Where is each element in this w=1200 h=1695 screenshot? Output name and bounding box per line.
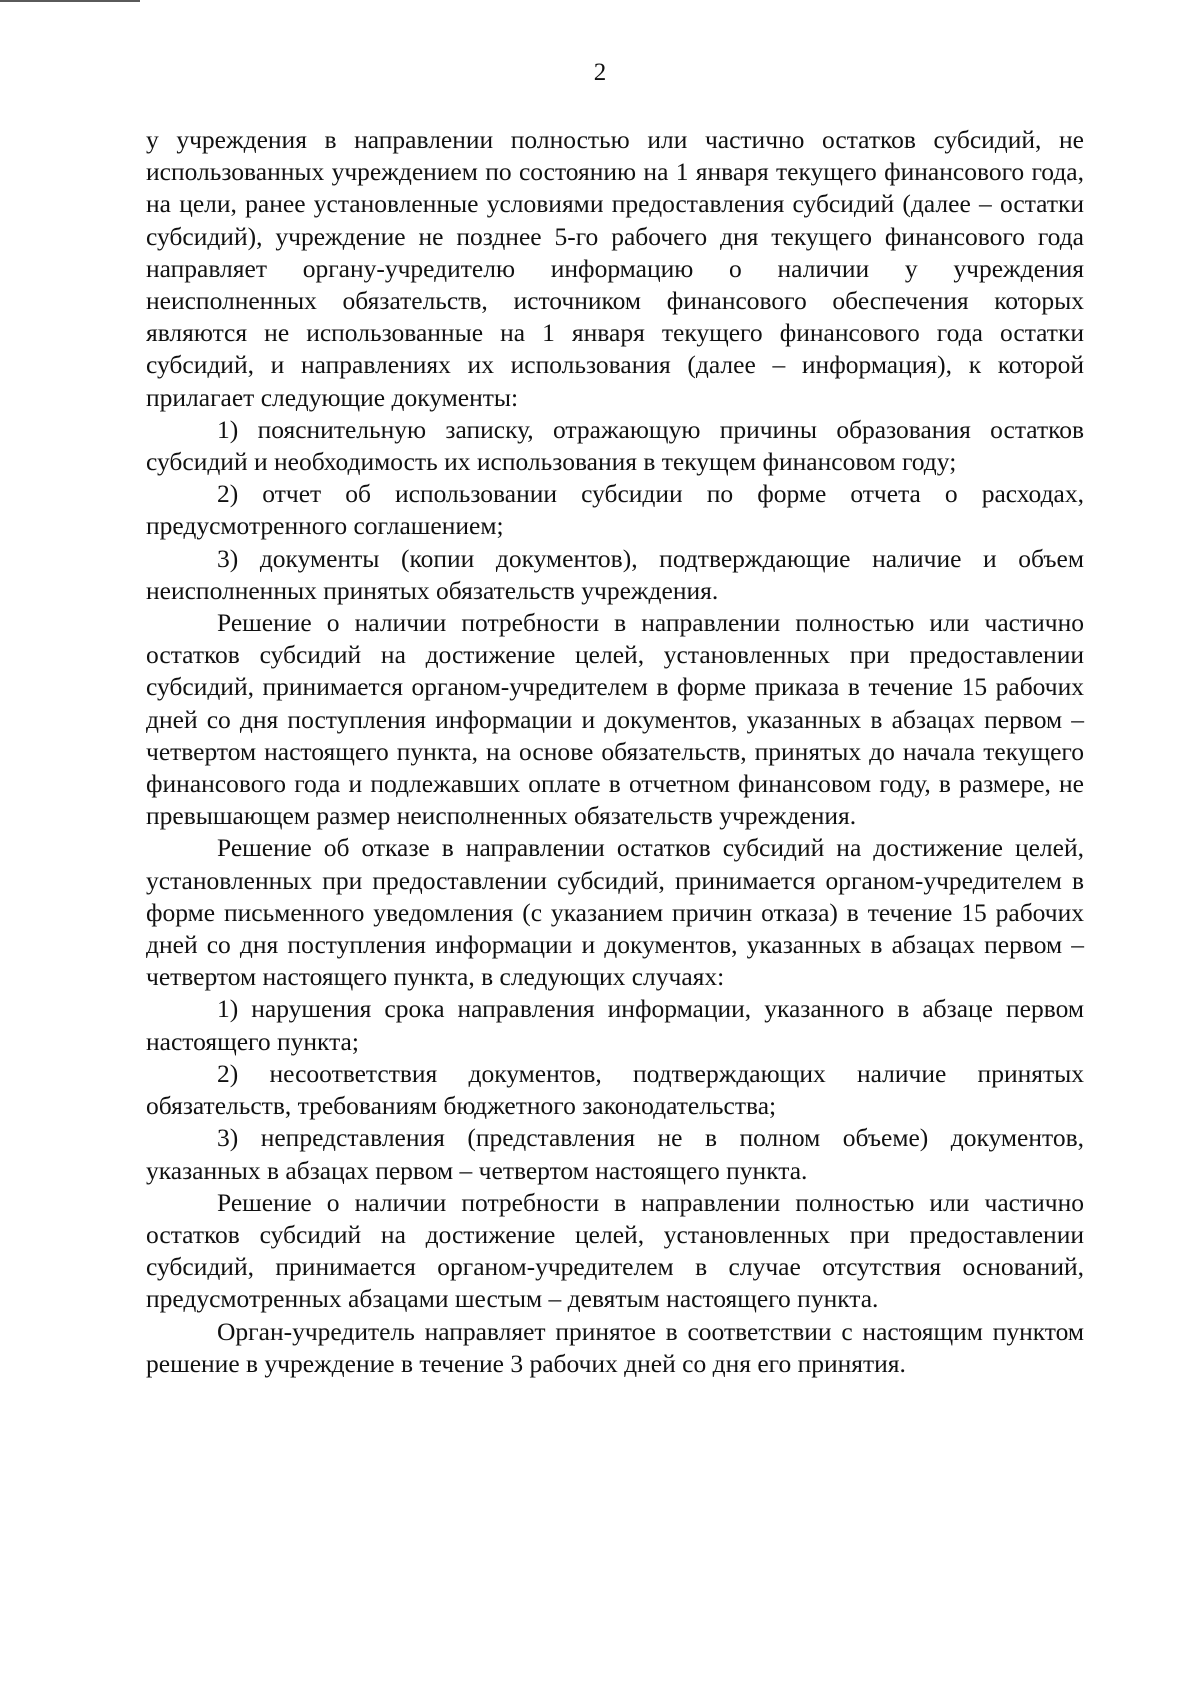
list-item-usage-report: 2) отчет об использовании субсидии по форме отчета о расходах, предусмотренного соглашением;: [146, 479, 1084, 541]
paragraph-continuation: у учреждения в направлении полностью или частично остатков субсидий, не использованных учреждением по состоянию на 1 января текущего финансового года, на цели, ранее установленные условиями предоставления субсидий (далее – остатки субсидий), учреждение не позднее 5-го рабочего дня текущего финансового года направляет органу-учредителю информацию о наличии у учреждения неисполненных обязательств, источником финансового обеспечения которых являются не использованные на 1 января текущего финансового года остатки субсидий, и направлениях их использования (далее – информация), к которой прилагает следующие документы:: [146, 125, 1084, 412]
list-item-supporting-documents: 3) документы (копии документов), подтверждающие наличие и объем неисполненных принятых обязательств учреждения.: [146, 543, 1084, 605]
list-item-deadline-violation: 1) нарушения срока направления информации, указанного в абзаце первом настоящего пункта;: [146, 994, 1084, 1056]
page-number: 2: [593, 59, 607, 86]
document-body: [146, 124, 1084, 1380]
paragraph-decision-approval: Решение о наличии потребности в направлении полностью или частично остатков субсидий на достижение целей, установленных при предоставлении субсидий, принимается органом-учредителем в форме приказа в течение 15 рабочих дней со дня поступления информации и документов, указанных в абзацах первом – четвертом настоящего пункта, на основе обязательств, принятых до начала текущего финансового года и подлежавших оплате в отчетном финансовом году, в размере, не превышающем размер неисполненных обязательств учреждения.: [146, 608, 1084, 831]
list-item-nonconformity: 2) несоответствия документов, подтверждающих наличие принятых обязательств, требованиям бюджетного законодательства;: [146, 1058, 1084, 1121]
list-item-nonsubmission: 3) непредставления (представления не в полном объеме) документов, указанных в абзацах первом – четвертом настоящего пункта.: [146, 1123, 1084, 1185]
paragraph-notification: Орган-учредитель направляет принятое в соответствии с настоящим пунктом решение в учреждение в течение 3 рабочих дней со дня его принятия.: [146, 1316, 1084, 1378]
scan-edge-line: [0, 0, 140, 2]
paragraph-decision-refusal: Решение об отказе в направлении остатков субсидий на достижение целей, установленных при предоставлении субсидий, принимается органом-учредителем в форме письменного уведомления (с указанием причин отказа) в течение 15 рабочих дней со дня поступления информации и документов, указанных в абзацах первом – четвертом настоящего пункта, в следующих случаях:: [146, 833, 1084, 992]
paragraph-decision-absence-of-grounds: Решение о наличии потребности в направлении полностью или частично остатков субсидий на достижение целей, установленных при предоставлении субсидий, принимается органом-учредителем в случае отсутствия оснований, предусмотренных абзацами шестым – девятым настоящего пункта.: [146, 1187, 1084, 1314]
list-item-explanatory-note: 1) пояснительную записку, отражающую причины образования остатков субсидий и необходимость их использования в текущем финансовом году;: [146, 414, 1084, 477]
